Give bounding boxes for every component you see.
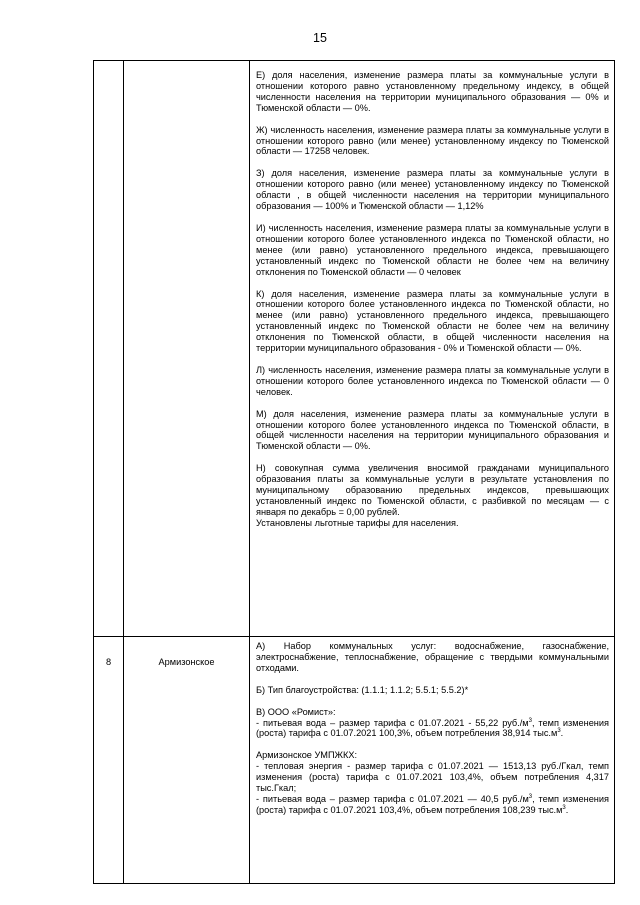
description-cell: [250, 637, 615, 884]
municipality-name: Армизонское: [124, 637, 250, 884]
paragraph-a: А) Набор коммунальных услуг: водоснабжение, газоснабжение, электроснабжение, теплоснабжение, обращение с твердыми коммунальными отходами.: [256, 641, 609, 673]
romist-water-text: - питьевая вода – размер тарифа с 01.07.2021 - 55,22 руб./м: [256, 717, 529, 728]
paragraph-n: Н) совокупная сумма увеличения вносимой гражданами муниципального образования платы за коммунальные услуги в результате установления по муниципальному образованию предельных индексов, превышающих установленный индекс по Тюменской области, с разбивкой по месяцам — с января по декабрь = 0,00 рублей.: [256, 463, 609, 517]
page-number: 15: [313, 31, 327, 45]
benefits-note: Установлены льготные тарифы для населения.: [256, 517, 459, 528]
paragraph-m: М) доля населения, изменение размера платы за коммунальные услуги в отношении которого более установленного индекса по Тюменской области, в общей численности населения на территории муниципального образования и Тюменской области — 0%.: [256, 408, 609, 452]
paragraph-k: К) доля населения, изменение размера платы за коммунальные услуги в отношении которого более установленного индекса по Тюменской области, но менее (или равно) установленного предельного индекса, превышающего установленный индекс по Тюменской области не более чем на величину отклонения по Тюменской области, в общей численности населения на территории муниципального образования - 0% и Тюменской области — 0%.: [256, 288, 609, 354]
paragraph-v-title: В) ООО «Ромист»:: [256, 706, 336, 717]
umpzhkh-water: - питьевая вода – размер тарифа с 01.07.2021 — 40,5 $руб./м^3$, темп изменения (роста) тарифа с 01.07.2021 103,4%, объем потребления 108,239 $тыс.м^3$.: [256, 793, 609, 815]
umpzhkh-heat: - тепловая энергия - размер тарифа с 01.07.2021 — 1513,13 руб./Гкал, темп изменения (роста) тарифа с 01.07.2021 103,4%, объем потребления 4,317 тыс.Гкал;: [256, 761, 609, 794]
table-row: [94, 61, 615, 637]
paragraph-z: З) доля населения, изменение размера платы за коммунальные услуги в отношении которого равно (или менее) установленному индексу по Тюменской области , в общей численности населения на территории муниципального образования — 100% и Тюменской области — 1,12%: [256, 168, 609, 212]
paragraph-zh: Ж) численность населения, изменение размера платы за коммунальные услуги в отношении которого равно (или менее) установленному индексу по Тюменской области — 17258 человек.: [256, 124, 609, 157]
row-number-cell: [94, 61, 124, 637]
row-number: 8: [94, 637, 124, 884]
tariff-table: [93, 60, 615, 884]
umpzhkh-title: Армизонское УМПЖКХ:: [256, 750, 358, 761]
municipality-cell: [124, 61, 250, 637]
paragraph-e: Е) доля населения, изменение размера платы за коммунальные услуги в отношении которого равно установленному предельному индексу, в общей численности населения на территории муниципального образования — 0% и Тюменской области — 0%.: [256, 70, 609, 113]
paragraph-i: И) численность населения, изменение размера платы за коммунальные услуги в отношении которого более установленного индекса по Тюменской области, но менее (или равно) установленного предельного индекса, превышающего установленный индекс по Тюменской области не более чем на величину отклонения по Тюменской области — 0 человек: [256, 222, 609, 277]
paragraph-v-text: - питьевая вода – размер тарифа с 01.07.2021 - 55,22 $руб./м^3$, темп изменения (роста) тарифа с 01.07.2021 100,3%, объем потребления 38,914 $тыс.м^3$.: [256, 717, 609, 739]
description-cell: [250, 61, 615, 637]
table-row: [94, 637, 615, 884]
paragraph-l: Л) численность населения, изменение размера платы за коммунальные услуги в отношении которого более установленного индекса по Тюменской области — 0 человек.: [256, 364, 609, 397]
paragraph-b: Б) Тип благоустройства: (1.1.1; 1.1.2; 5.5.1; 5.5.2)*: [256, 684, 469, 695]
